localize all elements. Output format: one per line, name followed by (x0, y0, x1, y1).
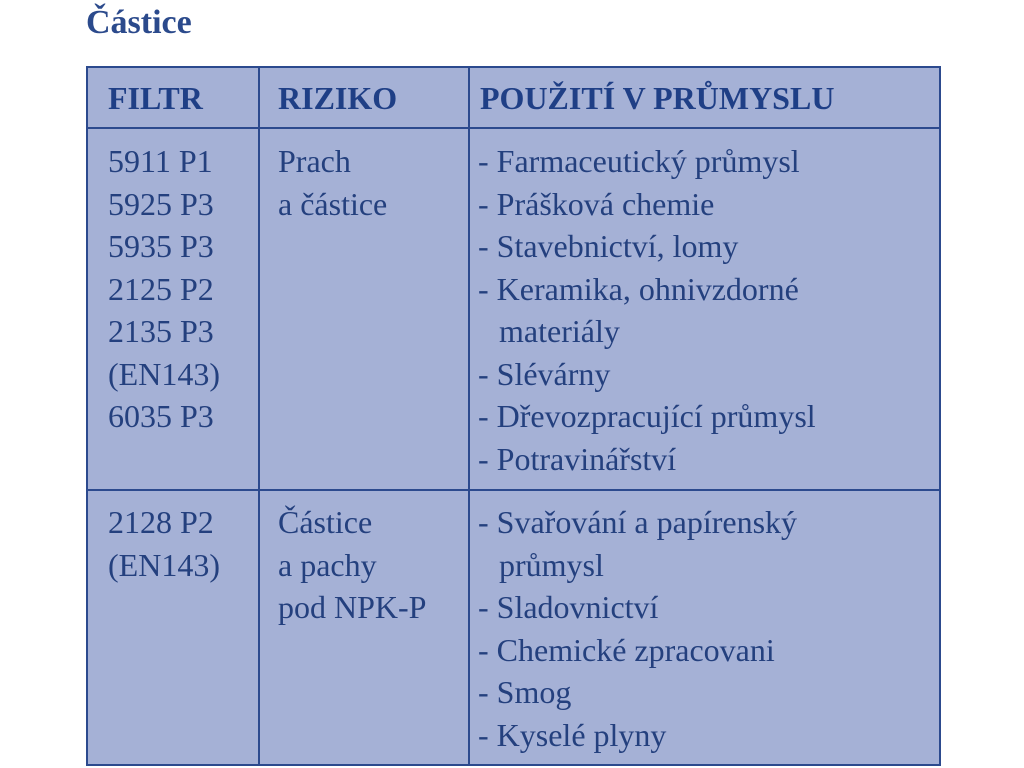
risk-line: a částice (278, 185, 388, 222)
usage-item: - Kyselé plyny (478, 716, 667, 753)
usage-item-continuation: průmysl (499, 546, 604, 583)
risk-line: pod NPK-P (278, 589, 427, 625)
filter-item: 5935 P3 (108, 228, 214, 264)
usage-item: - Prášková chemie (478, 185, 715, 222)
risk-line: Prach (278, 143, 351, 179)
usage-item-continuation: materiály (499, 313, 620, 349)
usage-item: - Keramika, ohnivzdorné (478, 270, 799, 307)
header-filter: FILTR (108, 80, 203, 116)
row1-filter-cell (108, 140, 220, 438)
row1-risk-cell (278, 140, 387, 225)
usage-item: - Chemické zpracovani (478, 631, 775, 668)
column-divider-2 (468, 68, 470, 764)
usage-item: - Sladovnictví (478, 589, 659, 625)
row2-usage-cell (478, 501, 797, 756)
row2-risk-cell (278, 501, 426, 629)
filter-item: 2135 P3 (108, 313, 214, 349)
section-title: Částice (86, 4, 192, 41)
risk-line: a pachy (278, 546, 377, 583)
filter-item: 2128 P2 (108, 504, 214, 540)
filter-item: 2125 P2 (108, 270, 214, 307)
usage-item: - Smog (478, 674, 572, 710)
filter-item: 5925 P3 (108, 185, 214, 222)
usage-item: - Dřevozpracující průmysl (478, 398, 816, 434)
row1-usage-cell (478, 140, 816, 480)
header-usage: POUŽITÍ V PRŮMYSLU (480, 80, 835, 116)
filter-table (86, 66, 941, 766)
usage-item: - Farmaceutický průmysl (478, 143, 800, 179)
header-risk: RIZIKO (278, 80, 398, 116)
column-divider-1 (258, 68, 260, 764)
filter-standard: (EN143) (108, 546, 220, 583)
usage-item: - Svařování a papírenský (478, 504, 798, 540)
row-divider (88, 489, 939, 491)
row2-filter-cell (108, 501, 220, 586)
filter-standard: (EN143) (108, 355, 220, 392)
usage-item: - Stavebnictví, lomy (478, 228, 739, 264)
usage-item: - Potravinářství (478, 440, 677, 477)
risk-line: Částice (278, 504, 373, 540)
filter-item: 6035 P3 (108, 398, 214, 434)
header-divider (88, 127, 939, 129)
usage-item: - Slévárny (478, 355, 611, 392)
filter-item: 5911 P1 (108, 143, 213, 179)
